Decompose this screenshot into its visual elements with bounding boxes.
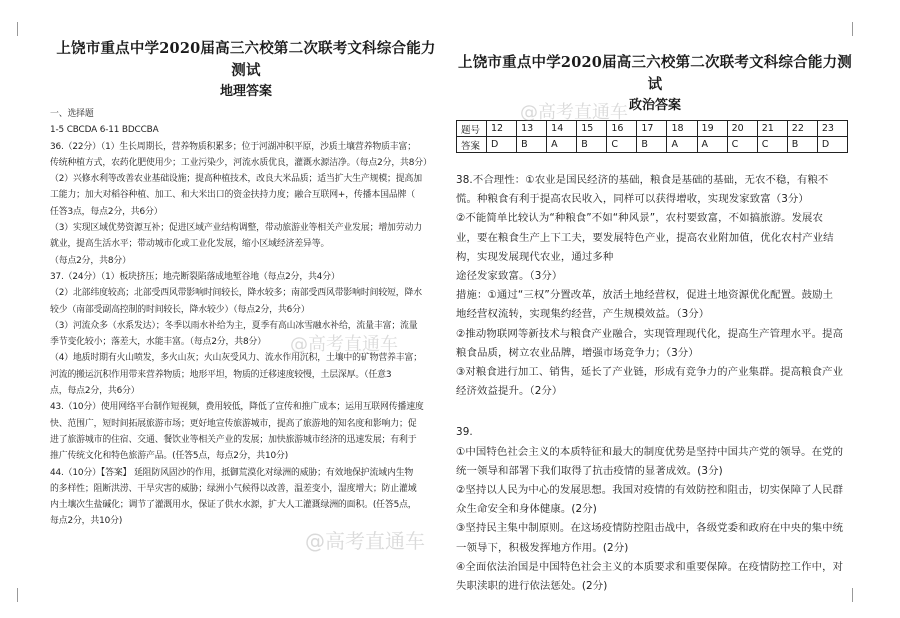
answer-cell: C xyxy=(757,137,787,153)
answer-cell: C xyxy=(607,137,637,153)
geography-subtitle: 地理答案 xyxy=(219,84,272,99)
answer-table-answer-label: 答案 xyxy=(457,137,487,153)
answer-line: （2）兴修水利等改善农业基础设施；提高种植技术，改良大米品质；适当扩大生产规模；提高加 xyxy=(50,174,422,185)
answer-line: 一、选择题 xyxy=(50,109,94,119)
answer-line: 较少（南部受副高控制的时间较长，降水较少）（每点2分，共6分） xyxy=(50,304,310,315)
answer-cell: B xyxy=(517,137,547,153)
answer-line: 43.（10分）使用网络平台制作短视频，费用较低，降低了宣传和推广成本；运用互联网传播速度 xyxy=(50,402,424,413)
answer-cell: A xyxy=(697,137,727,153)
answer-line: 传统种植方式，农药化肥使用少；工业污染少，河流水质优良，灌溉水源洁净。（每点2分，共8分） xyxy=(50,157,432,168)
answer-cell: D xyxy=(487,137,517,153)
geography-body xyxy=(50,106,442,530)
answer-line: 44.（10分）【答案】 延阻防风固沙的作用，抵御荒漠化对绿洲的威胁；有效地保护流域内生物 xyxy=(50,467,414,478)
answer-cell: B xyxy=(787,137,817,153)
answer-line: 1-5 CBCDA 6-11 BDCCBA xyxy=(50,125,159,136)
answer-line: 一领导下，积极发挥地方作用。(2分) xyxy=(456,541,629,554)
answer-line: 36.（22分）（1）生长周期长，营养物质积累多；位于河湖冲积平原，沙质土壤营养物质丰富； xyxy=(50,141,416,152)
question-number-cell: 22 xyxy=(787,121,817,137)
answer-cell: B xyxy=(637,137,667,153)
answer-line: 粮食品质，树立农业品牌，增强市场竞争力；（3分） xyxy=(456,346,699,359)
crop-mark xyxy=(8,588,18,602)
answer-line: 的多样性；阻断洪涝、干旱灾害的威胁；绿洲小气候得以改善，温差变小，湿度增大；防止灌域 xyxy=(50,483,417,494)
watermark: @高考直通车 xyxy=(290,334,398,355)
watermark: @高考直通车 xyxy=(305,529,425,553)
answer-table-answer-row xyxy=(457,137,848,153)
answer-line: ①中国特色社会主义的本质特征和最大的制度优势是坚持中国共产党的领导。在党的 xyxy=(456,445,844,458)
question-number-cell: 17 xyxy=(637,121,667,137)
answer-table-header-label: 题号 xyxy=(457,121,487,137)
watermark: @高考直通车 xyxy=(520,102,628,123)
question-number-cell: 13 xyxy=(517,121,547,137)
question-number-cell: 15 xyxy=(577,121,607,137)
answer-line: ④全面依法治国是中国特色社会主义的本质要求和重要保障。在疫情防控工作中，对 xyxy=(456,560,844,573)
answer-line: 任答3点，每点2分，共6分） xyxy=(50,206,163,217)
answer-line: 经济效益提升。（2分） xyxy=(456,385,563,398)
answer-cell: D xyxy=(817,137,847,153)
answer-line: ③坚持民主集中制原则。在这场疫情防控阻击战中，各级党委和政府在中央的集中统 xyxy=(456,522,844,535)
answer-line: 途径发家致富。（3分） xyxy=(456,270,563,283)
politics-subtitle: 政治答案 xyxy=(628,98,681,113)
answer-line: 季节变化较小；落差大，水能丰富。（每点2分，共8分） xyxy=(50,337,266,348)
answer-line: 众生命安全和身体健康。(2分) xyxy=(456,503,597,516)
crop-mark xyxy=(852,22,862,36)
answer-line: 每点2分，共10分) xyxy=(50,516,123,527)
answer-table xyxy=(456,120,848,153)
answer-line: 工能力；加大对稻谷种植、加工、和大米出口的资金扶持力度；融合互联网+，传播本国品牌（ xyxy=(50,190,416,201)
answer-line: 内土壤次生盐碱化；调节了灌溉用水，保证了供水水源，扩大人工灌溉绿洲的面积。(任答5点， xyxy=(50,500,417,511)
answer-cell: C xyxy=(727,137,757,153)
answer-line: ②坚持以人民为中心的发展思想。我国对疫情的有效防控和阻击，切实保障了人民群 xyxy=(456,484,844,497)
answer-line: 慌。种粮食有利于提高农民收入，同样可以获得增收，实现发家致富（3分） xyxy=(456,193,809,206)
geography-answers xyxy=(50,38,442,530)
question-number-cell: 20 xyxy=(727,121,757,137)
question-number-cell: 21 xyxy=(757,121,787,137)
answer-cell: A xyxy=(667,137,697,153)
politics-title: 上饶市重点中学2020届高三六校第二次联考文科综合能力测试 xyxy=(458,54,852,93)
answer-line: （2）北部纬度较高；北部受西风带影响时间较长，降水较多；南部受西风带影响时间较短，降水 xyxy=(50,288,422,299)
question-number-cell: 12 xyxy=(487,121,517,137)
answer-line: 37.（24分）（1）板块挤压；地壳断裂陷落成地堑谷地（每点2分，共4分） xyxy=(50,271,340,282)
answer-line: ③对粮食进行加工、销售，延长了产业链，形成有竞争力的产业集群。提高粮食产业 xyxy=(456,366,844,379)
answer-line: 快、范围广，短时间拓展旅游市场；更好地宣传旅游城市，提高了旅游地的知名度和影响力；促 xyxy=(50,418,417,429)
answer-line: 统一领导和部署下我们取得了抗击疫情的显著成效。(3分) xyxy=(456,464,723,477)
answer-line: （每点2分，共8分） xyxy=(50,255,131,266)
geography-title: 上饶市重点中学2020届高三六校第二次联考文科综合能力测试 xyxy=(56,40,436,79)
answer-line: 业，要在粮食生产上下工夫，要发展特色产业，提高农业附加值，优化农村产业结构，实现发展现代农业，通过多种 xyxy=(456,231,834,263)
answer-line: 38.不合理性：①农业是国民经济的基础，粮食是基础的基础，无农不稳，有粮不 xyxy=(456,174,829,186)
answer-line: 推广传统文化和特色旅游产品。(任答5点，每点2分，共10分) xyxy=(50,451,289,462)
question-number-cell: 16 xyxy=(607,121,637,137)
answer-line: 点，每点2分，共6分） xyxy=(50,386,140,397)
answer-line: 就业，提高生活水平；带动城市化或工业化发展，缩小区域经济差异等。 xyxy=(50,239,330,250)
answer-cell: A xyxy=(547,137,577,153)
question-number-cell: 18 xyxy=(667,121,697,137)
answer-line: 地经营权流转，实现集约经营，产生规模效益。（3分） xyxy=(456,308,710,321)
question-number-cell: 23 xyxy=(817,121,847,137)
answer-cell: B xyxy=(577,137,607,153)
answer-line: （4）地质时期有火山喷发，多火山灰；火山灰受风力、流水作用沉积，土壤中的矿物营养丰富； xyxy=(50,353,422,364)
answer-table-number-row xyxy=(457,121,848,137)
question-39-answer xyxy=(456,423,854,596)
question-number-cell: 14 xyxy=(547,121,577,137)
answer-line: ②推动物联网等新技术与粮食产业融合，实现管理现代化，提高生产管理水平。提高 xyxy=(456,327,844,340)
answer-line: 措施：①通过“三权”分置改革，放活土地经营权，促进土地资源优化配置。鼓励土 xyxy=(456,289,834,302)
answer-line: （3）河流众多（水系发达）；冬季以雨水补给为主，夏季有高山冰雪融水补给，流量丰富；流量 xyxy=(50,320,418,331)
answer-line: 河流的搬运沉积作用带来营养物质；地形平坦，物质的迁移速度较慢，土层深厚。（任意3 xyxy=(50,369,392,380)
politics-answers xyxy=(456,52,854,596)
answer-line: （3）实现区域优势资源互补；促进区域产业结构调整，带动旅游业等相关产业发展；增加劳动力 xyxy=(50,223,422,234)
answer-line: 失职渎职的进行依法惩处。(2分) xyxy=(456,580,608,593)
crop-mark xyxy=(8,22,18,36)
question-number-cell: 19 xyxy=(697,121,727,137)
answer-line: ②不能简单比较认为“种粮食”不如“种风景”，农村要致富，不如搞旅游。发展农 xyxy=(456,212,824,225)
answer-line: 进了旅游城市的住宿、交通、餐饮业等相关产业的发展；加快旅游城市经济的迅速发展；有利于 xyxy=(50,434,417,445)
answer-line: 39. xyxy=(456,426,473,439)
question-38-answer xyxy=(456,171,854,401)
